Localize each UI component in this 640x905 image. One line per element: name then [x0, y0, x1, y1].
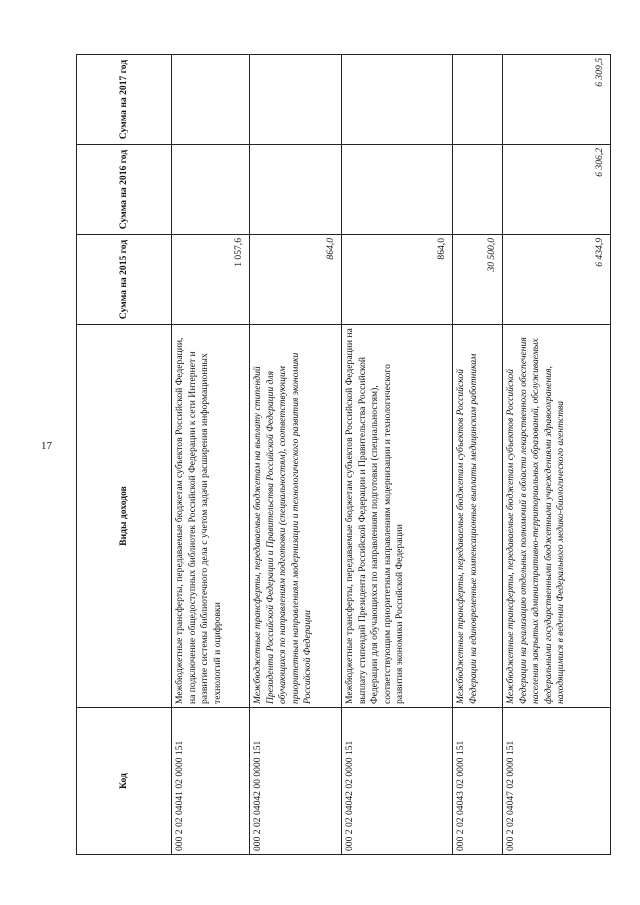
row-type: Межбюджетные трансферты, передаваемые бюджетам субъектов Российской Федерации, на подключение общедоступных библиотек Российской Федерации к сети Интернет и развитие системы библиотечного дела с учетом задачи расширения информационных технологий и оцифровки: [172, 325, 250, 708]
row-sum-2017: [342, 55, 453, 145]
row-type: Межбюджетные трансферты, передаваемые бюджетам на выплату стипендий Президента Российской Федерации и Правительства Российской Федерации для обучающихся по направлениям подготовки (специальностям), соответствующим приоритетным направлениям модернизации и технологического развития экономики Российской Федерации: [250, 325, 342, 708]
table-row: [172, 55, 250, 855]
header-sum-2016: Сумма на 2016 год: [77, 145, 172, 235]
row-sum-2016: 6 306,2: [503, 145, 611, 235]
table-row: [250, 55, 342, 855]
revenue-table: [76, 54, 611, 855]
header-code: Код: [77, 708, 172, 855]
table-row: [503, 55, 611, 855]
row-sum-2017: [172, 55, 250, 145]
table-row: [342, 55, 453, 855]
row-sum-2015: 6 434,9: [503, 235, 611, 325]
rotated-table-container: [76, 55, 606, 855]
row-code: 000 2 02 04042 02 0000 151: [342, 708, 453, 855]
row-sum-2015: 864,0: [342, 235, 453, 325]
row-code: 000 2 02 04042 00 0000 151: [250, 708, 342, 855]
header-sum-2017: Сумма на 2017 год: [77, 55, 172, 145]
table-row: [453, 55, 503, 855]
row-type: Межбюджетные трансферты, передаваемые бюджетам субъектов Российской Федерации на единовременные компенсационные выплаты медицинским работникам: [453, 325, 503, 708]
row-sum-2016: [453, 145, 503, 235]
table-header-row: [77, 55, 172, 855]
row-sum-2015: 1 057,6: [172, 235, 250, 325]
page-number: 17: [41, 440, 52, 452]
row-sum-2017: [250, 55, 342, 145]
row-sum-2017: 6 309,5: [503, 55, 611, 145]
row-sum-2016: [250, 145, 342, 235]
row-type: Межбюджетные трансферты, передаваемые бюджетам субъектов Российской Федерации на выплату стипендий Президента Российской Федерации и Правительства Российской Федерации для обучающихся по направлениям подготовки (специальностям), соответствующим приоритетным направлениям модернизации и технологического развития экономики Российской Федерации: [342, 325, 453, 708]
header-type: Виды доходов: [77, 325, 172, 708]
row-code: 000 2 02 04047 02 0000 151: [503, 708, 611, 855]
row-type: Межбюджетные трансферты, передаваемые бюджетам субъектов Российской Федерации на реализацию отдельных полномочий в области лекарственного обеспечения населения закрытых административно-территориальных образований, обслуживаемых федеральными государственными бюджетными учреждениями здравоохранения, находящимися в ведении Федерального медико-биологического агентства: [503, 325, 611, 708]
row-code: 000 2 02 04041 02 0000 151: [172, 708, 250, 855]
row-sum-2017: [453, 55, 503, 145]
row-sum-2015: 30 500,0: [453, 235, 503, 325]
row-sum-2015: 864,0: [250, 235, 342, 325]
row-code: 000 2 02 04043 02 0000 151: [453, 708, 503, 855]
row-sum-2016: [172, 145, 250, 235]
header-sum-2015: Сумма на 2015 год: [77, 235, 172, 325]
row-sum-2016: [342, 145, 453, 235]
